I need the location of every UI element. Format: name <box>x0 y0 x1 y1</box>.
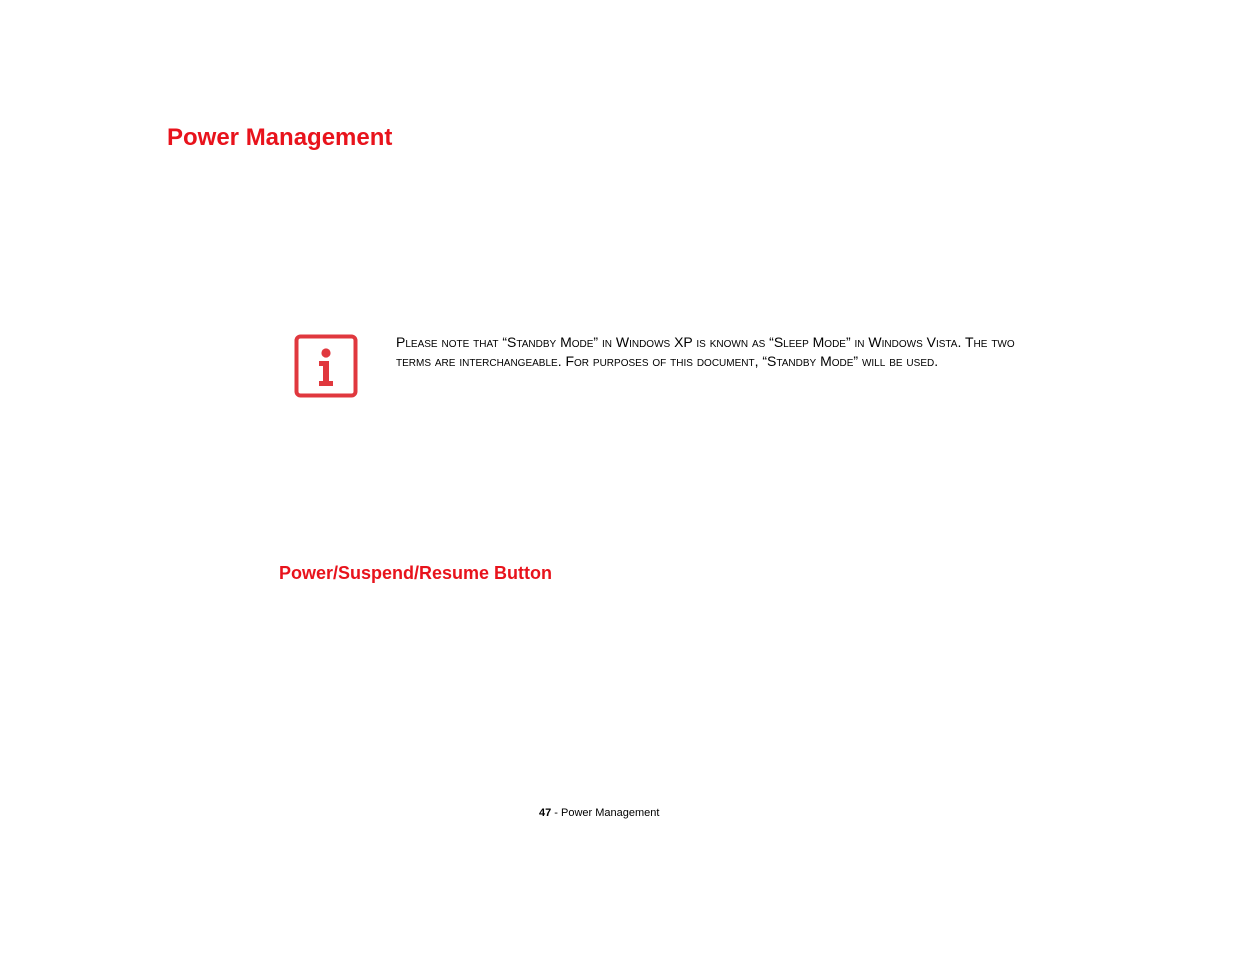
footer-chapter: Power Management <box>561 807 660 819</box>
section-heading: Power/Suspend/Resume Button <box>279 563 553 583</box>
note-text: Please note that “Standby Mode” in Windows XP is known as “Sleep Mode” in Windows Vista. The two terms are interchangeable. For purposes of this document, “Standby Mode” will be used. <box>396 334 1015 369</box>
info-icon <box>294 334 358 398</box>
page-title: Power Management <box>167 124 393 151</box>
info-icon-graphic <box>294 334 358 398</box>
page-number: 47 <box>539 807 552 819</box>
page-footer <box>539 807 659 819</box>
footer-separator: - <box>551 807 562 819</box>
